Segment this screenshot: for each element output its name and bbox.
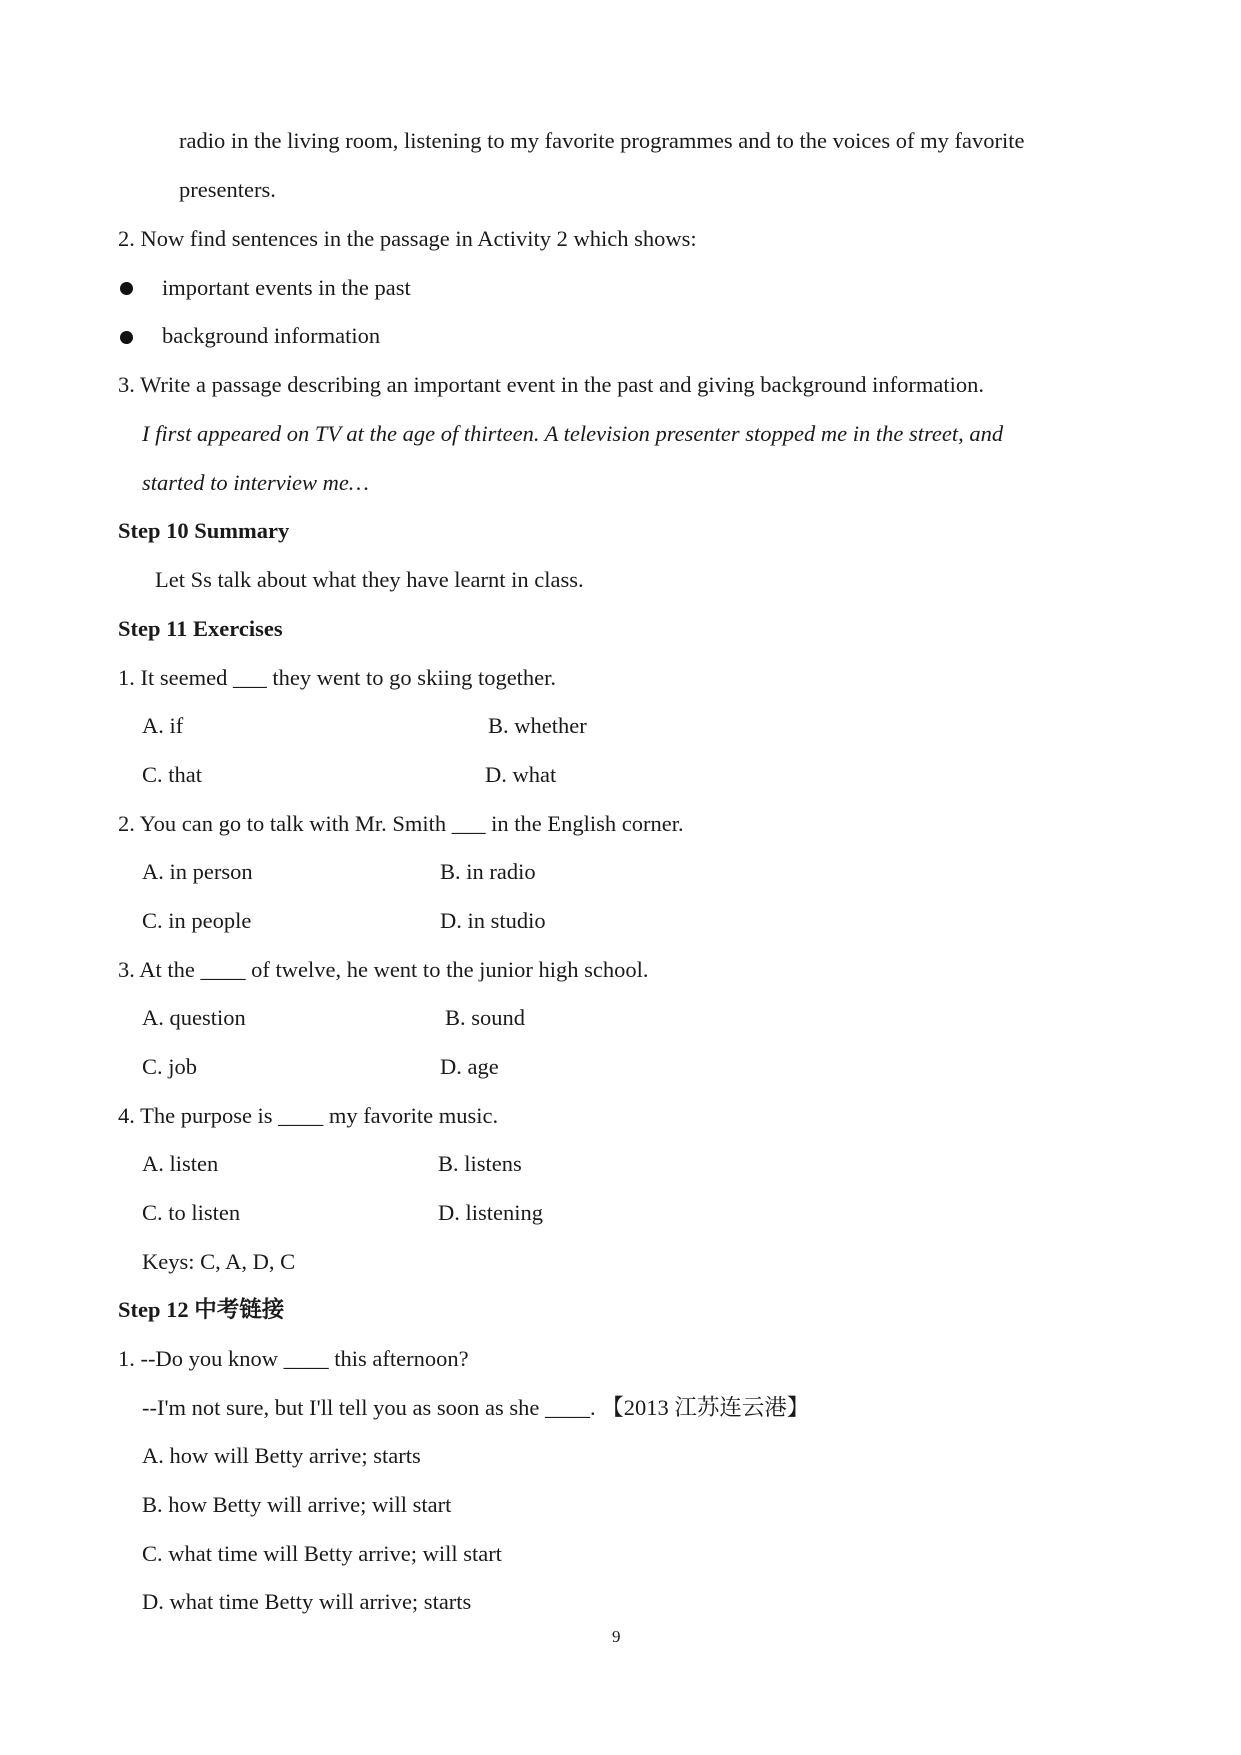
option-d: D. age bbox=[440, 1054, 499, 1079]
step-10-text: Let Ss talk about what they have learnt in class. bbox=[155, 567, 584, 592]
option-d: D. what bbox=[485, 762, 557, 787]
option-c: C. job bbox=[142, 1054, 198, 1079]
option-a: A. if bbox=[142, 713, 184, 738]
step-11-heading: Step 11 Exercises bbox=[118, 616, 283, 641]
intro-line-1: radio in the living room, listening to my favorite programmes and to the voices of my favorite bbox=[179, 128, 1025, 153]
exam-option-d: D. what time Betty will arrive; starts bbox=[142, 1589, 472, 1614]
option-a: A. in person bbox=[142, 859, 253, 884]
page-number: 9 bbox=[612, 1627, 621, 1646]
option-c: C. to listen bbox=[142, 1200, 241, 1225]
example-line-1: I first appeared on TV at the age of thirteen. A television presenter stopped me in the street, and bbox=[142, 421, 1004, 446]
example-line-2: started to interview me… bbox=[142, 470, 369, 495]
option-a: A. listen bbox=[142, 1151, 219, 1176]
option-a: A. question bbox=[142, 1005, 246, 1030]
option-c: C. that bbox=[142, 762, 202, 787]
exam-question-reply: --I'm not sure, but I'll tell you as soon as she ____. 【2013 江苏连云港】 bbox=[142, 1395, 810, 1420]
question-4: 4. The purpose is ____ my favorite music. bbox=[118, 1103, 499, 1128]
option-b: B. in radio bbox=[440, 859, 536, 884]
question-2: 2. You can go to talk with Mr. Smith ___ in the English corner. bbox=[118, 811, 684, 836]
task-2-text: 2. Now find sentences in the passage in Activity 2 which shows: bbox=[118, 226, 697, 251]
bullet-item: background information bbox=[162, 323, 381, 348]
option-c: C. in people bbox=[142, 908, 252, 933]
step-12-heading: Step 12 中考链接 bbox=[118, 1297, 285, 1322]
option-d: D. in studio bbox=[440, 908, 546, 933]
exam-option-c: C. what time will Betty arrive; will start bbox=[142, 1541, 502, 1566]
exam-option-b: B. how Betty will arrive; will start bbox=[142, 1492, 452, 1517]
step-10-heading: Step 10 Summary bbox=[118, 518, 290, 543]
option-b: B. whether bbox=[488, 713, 587, 738]
task-3-text: 3. Write a passage describing an important event in the past and giving background information. bbox=[118, 372, 984, 397]
intro-line-2: presenters. bbox=[179, 177, 276, 202]
option-b: B. sound bbox=[445, 1005, 526, 1030]
question-1: 1. It seemed ___ they went to go skiing together. bbox=[118, 665, 557, 690]
bullet-icon bbox=[120, 282, 133, 295]
exam-option-a: A. how will Betty arrive; starts bbox=[142, 1443, 421, 1468]
option-b: B. listens bbox=[438, 1151, 522, 1176]
option-d: D. listening bbox=[438, 1200, 543, 1225]
bullet-icon bbox=[120, 331, 133, 344]
exam-question-1: 1. --Do you know ____ this afternoon? bbox=[118, 1346, 469, 1371]
answer-keys: Keys: C, A, D, C bbox=[142, 1249, 296, 1274]
question-3: 3. At the ____ of twelve, he went to the junior high school. bbox=[118, 957, 649, 982]
bullet-item: important events in the past bbox=[162, 275, 411, 300]
